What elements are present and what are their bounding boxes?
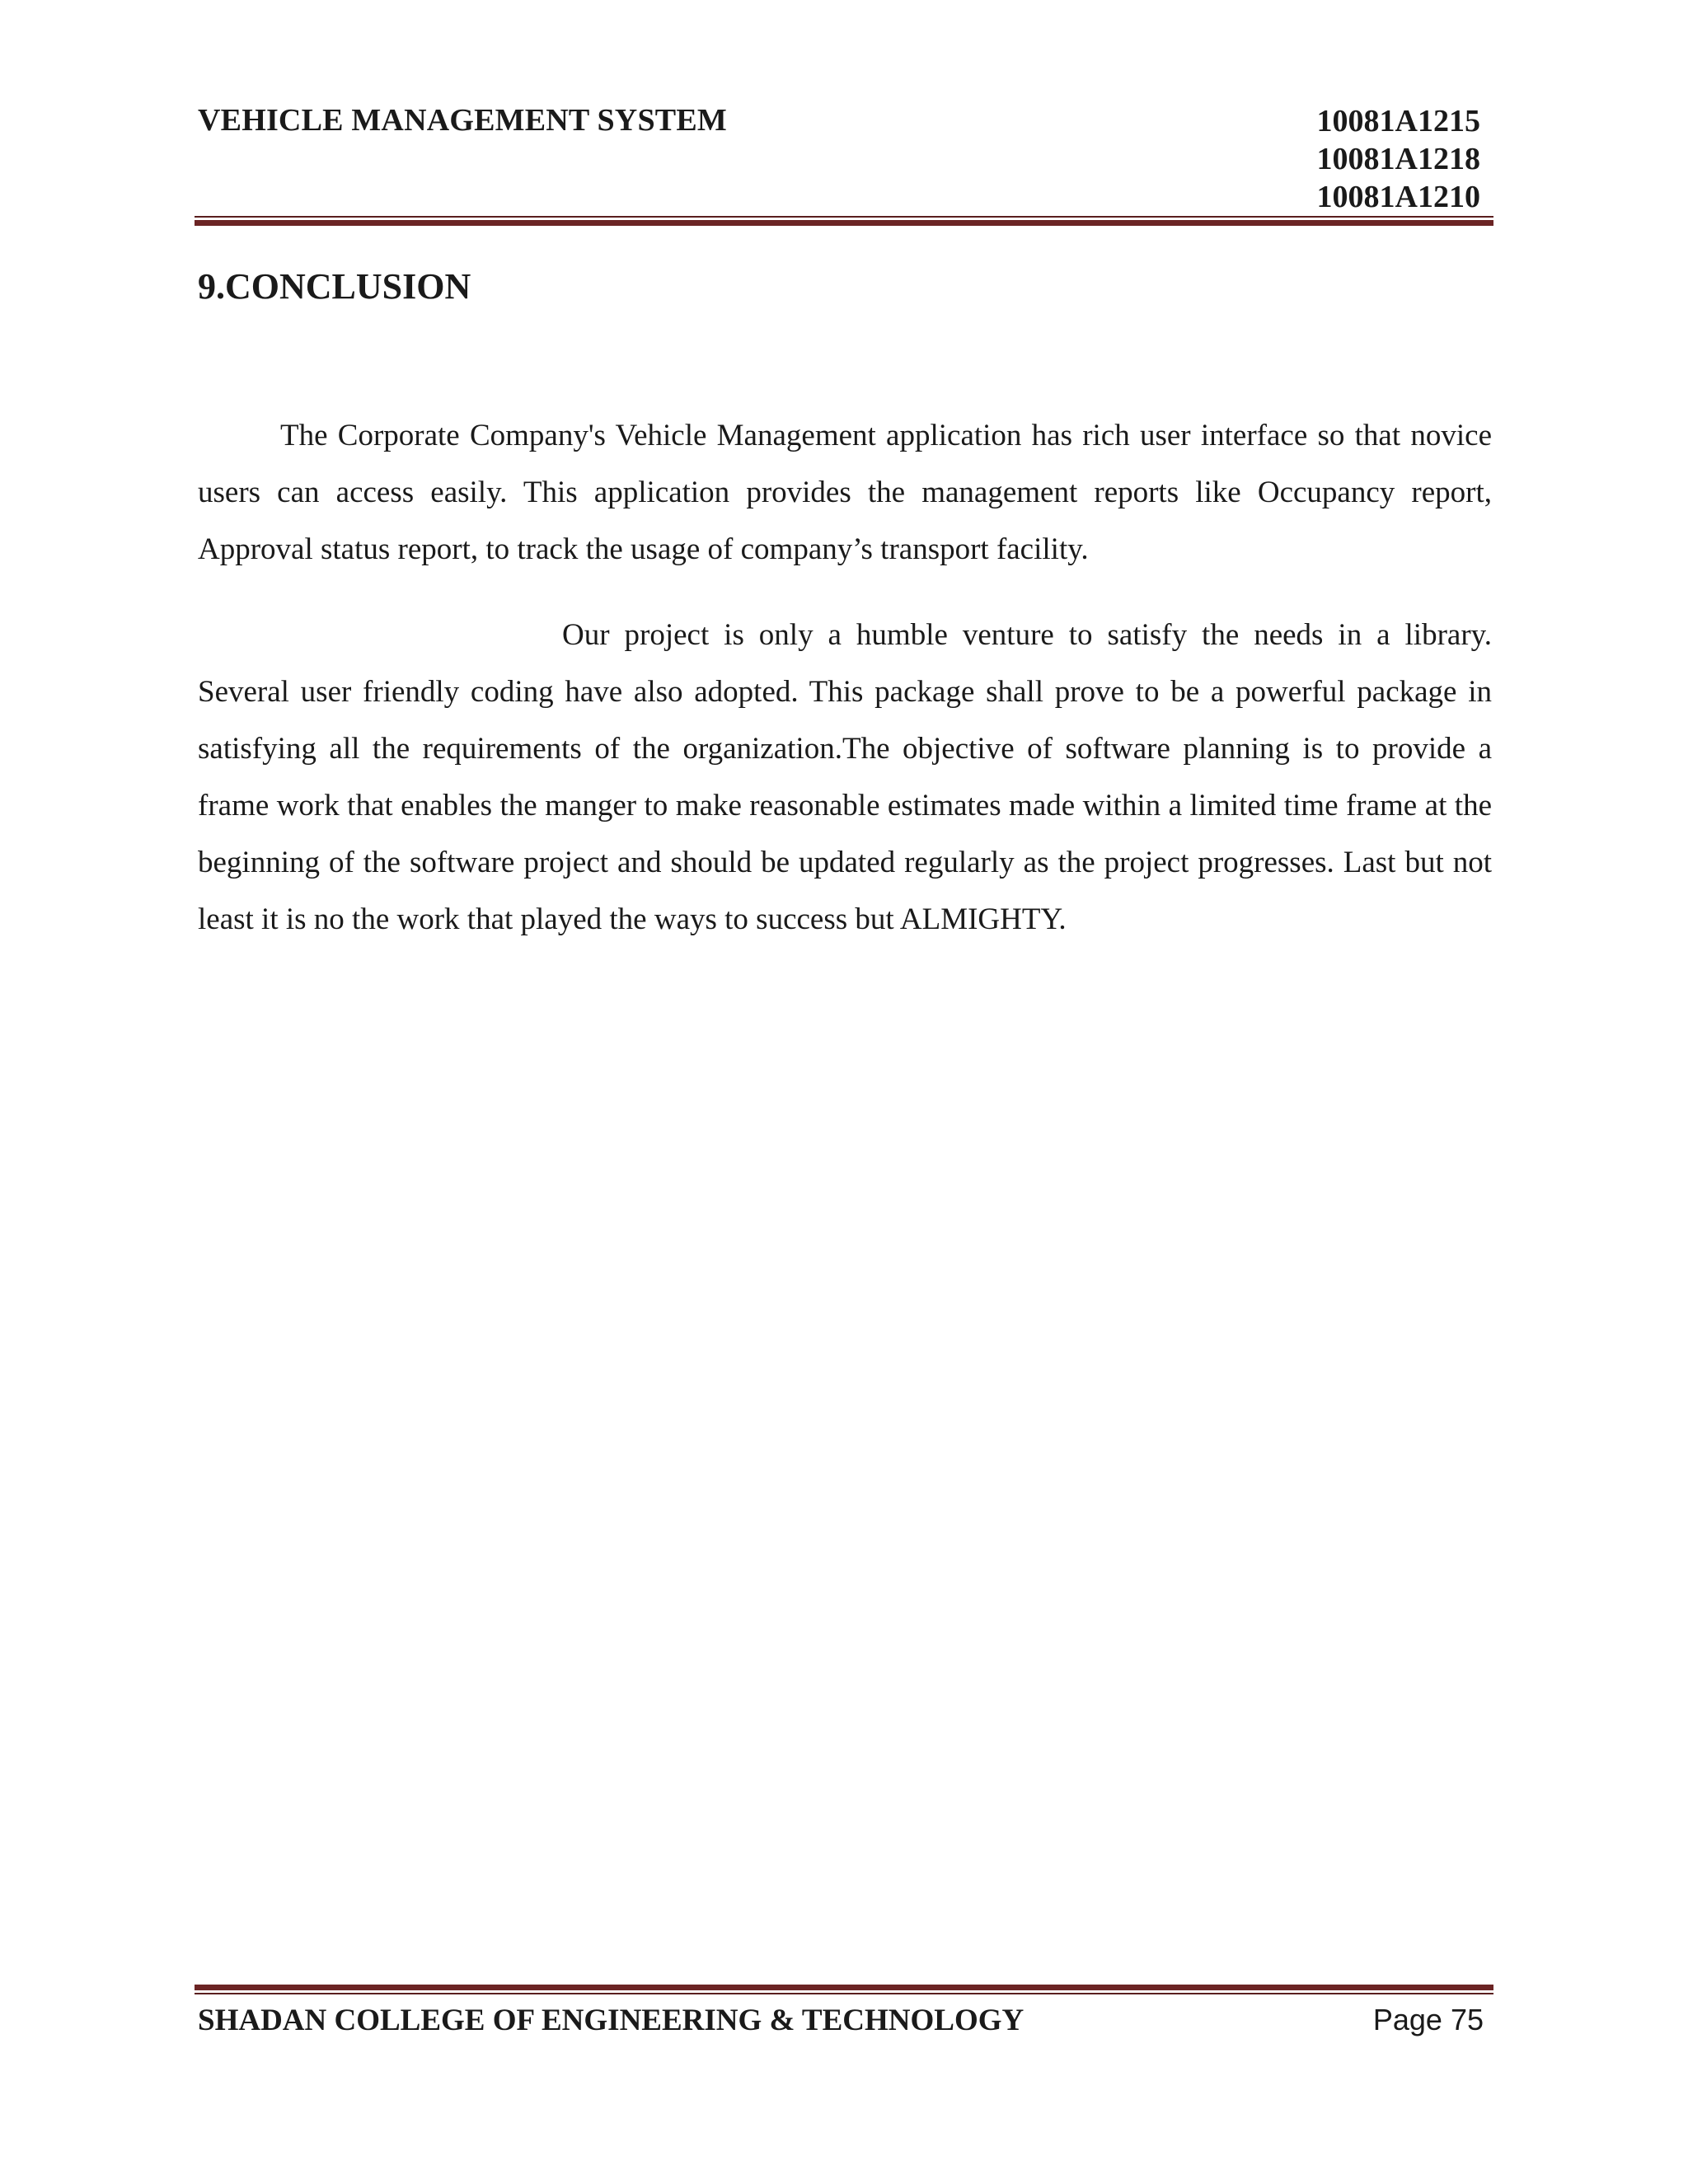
section-heading: 9.CONCLUSION bbox=[198, 266, 471, 307]
header-title: VEHICLE MANAGEMENT SYSTEM bbox=[198, 103, 727, 138]
page-footer bbox=[198, 2003, 1490, 2052]
roll-number: 10081A1218 bbox=[1316, 142, 1480, 176]
roll-number: 10081A1210 bbox=[1316, 180, 1480, 214]
paragraph: Our project is only a humble venture to satisfy the needs in a library. Several user friendly coding have also adopted. This package shall prove to be a powerful package in satisfying all the requirements of the organization.The objective of software planning is to provide a frame work that enables the manger to make reasonable estimates made within a limited time frame at the beginning of the software project and should be updated regularly as the project progresses. Last but not least it is no the work that played the ways to success but ALMIGHTY. bbox=[198, 618, 1492, 936]
header-roll-numbers bbox=[1317, 102, 1480, 216]
footer-divider bbox=[195, 1985, 1493, 1994]
footer-college-name: SHADAN COLLEGE OF ENGINEERING & TECHNOLOGY bbox=[198, 2004, 1025, 2037]
paragraph: The Corporate Company's Vehicle Management application has rich user interface so that novice users can access easily. This application provides the management reports like Occupancy report, Approval status report, to track the usage of company’s transport facility. bbox=[198, 419, 1492, 566]
page-header bbox=[198, 97, 1490, 221]
header-divider bbox=[195, 216, 1493, 226]
page-number: Page 75 bbox=[1372, 2003, 1484, 2036]
roll-number: 10081A1215 bbox=[1316, 104, 1480, 138]
